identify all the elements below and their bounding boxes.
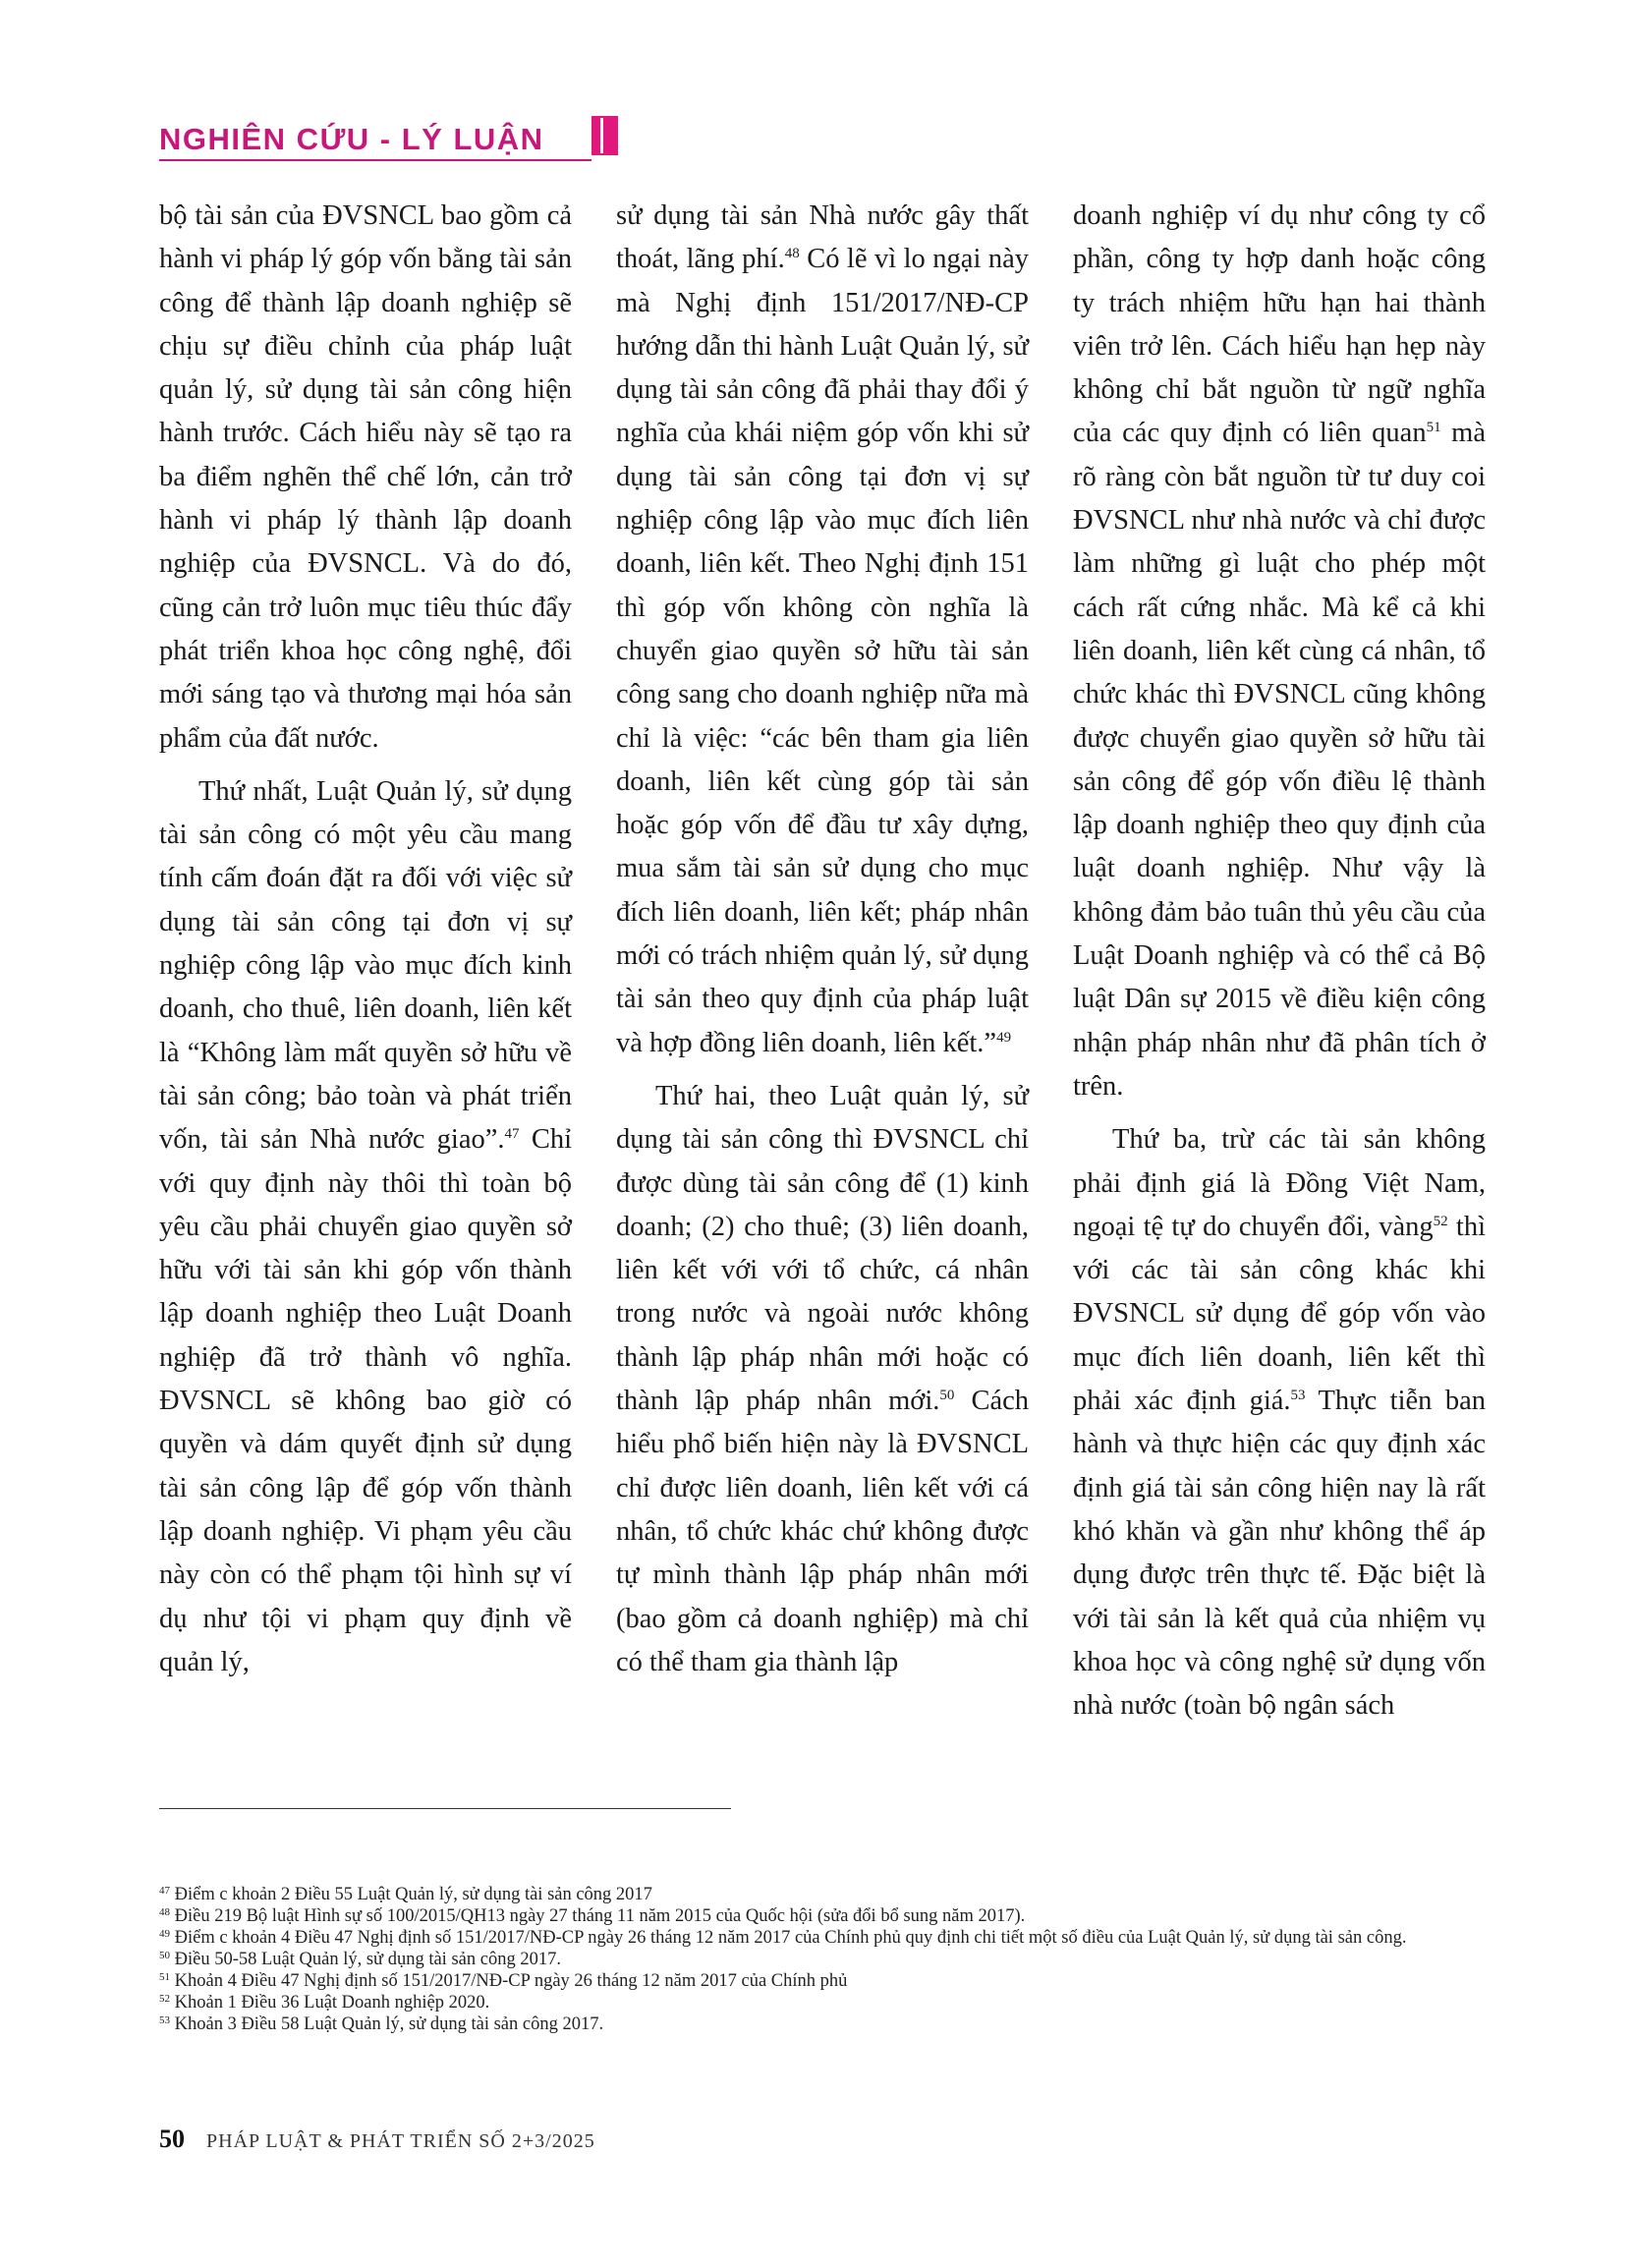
footnote-number: 48 <box>159 1906 170 1918</box>
footnote-text: Điều 50-58 Luật Quản lý, sử dụng tài sản công 2017. <box>174 1950 561 1969</box>
section-title: NGHIÊN CỨU - LÝ LUẬN <box>159 122 544 156</box>
footnote <box>159 2013 1486 2035</box>
paragraph-text: Thứ ba, trừ các tài sản không phải định giá là Đồng Việt Nam, ngoại tệ tự do chuyển đổi, vàng <box>1073 1124 1486 1242</box>
footnote <box>159 1905 1486 1927</box>
paragraph-text: Cách hiểu phổ biến hiện này là ĐVSNCL chỉ được liên doanh, liên kết với cá nhân, tổ chức khác chứ không được tự mình thành lập pháp nhân mới (bao gồm cả doanh nghiệp) mà chỉ có thể tham gia thành lập <box>616 1386 1030 1677</box>
footnote-text: Khoản 4 Điều 47 Nghị định số 151/2017/NĐ-CP ngày 26 tháng 12 năm 2017 của Chính phủ <box>174 1971 848 1991</box>
paragraph <box>1073 1118 1486 1728</box>
text-column-1 <box>159 195 572 1694</box>
footnote-text: Điều 219 Bộ luật Hình sự số 100/2015/QH13 ngày 27 tháng 11 năm 2015 của Quốc hội (sửa đổi bổ sung năm 2017). <box>174 1906 1026 1926</box>
paragraph-text: Thứ hai, theo Luật quản lý, sử dụng tài sản công thì ĐVSNCL chỉ được dùng tài sản công để (1) kinh doanh; (2) cho thuê; (3) liên doanh, liên kết với với tổ chức, cá nhân trong nước và ngoài nước không thành lập pháp nhân mới hoặc có thành lập pháp nhân mới. <box>616 1080 1029 1417</box>
page-number: 50 <box>159 2125 185 2153</box>
footnote <box>159 1949 1486 1970</box>
footnote-ref: 47 <box>504 1126 520 1143</box>
paragraph-text: thì với các tài sản công khác khi ĐVSNCL sử dụng để góp vốn vào mục đích liên doanh, liên kết thì phải xác định giá. <box>1073 1211 1486 1417</box>
footnote-number: 52 <box>159 1993 170 2005</box>
footnote-text: Điểm c khoản 4 Điều 47 Nghị định số 151/2017/NĐ-CP ngày 26 tháng 12 năm 2017 của Chính phủ quy định chi tiết một số điều của Luật Quản lý, sử dụng tài sản công. <box>174 1928 1407 1948</box>
footnote-number: 47 <box>159 1885 170 1897</box>
footnote-text: Khoản 1 Điều 36 Luật Doanh nghiệp 2020. <box>174 1993 490 2013</box>
footnote-text: Điểm c khoản 2 Điều 55 Luật Quản lý, sử dụng tài sản công 2017 <box>174 1885 652 1904</box>
journal-title: PHÁP LUẬT & PHÁT TRIỂN SỐ 2+3/2025 <box>206 2130 595 2152</box>
paragraph-text: mà rõ ràng còn bắt nguồn từ tư duy coi ĐVSNCL như nhà nước và chỉ được làm những gì luật cho phép một cách rất cứng nhắc. Mà kể cả khi liên doanh, liên kết cùng cá nhân, tổ chức khác thì ĐVSNCL cũng không được chuyển giao quyền sở hữu tài sản công để góp vốn điều lệ thành lập doanh nghiệp theo quy định của luật doanh nghiệp. Như vậy là không đảm bảo tuân thủ yêu cầu của Luật Doanh nghiệp và có thể cả Bộ luật Dân sự 2015 về điều kiện công nhận pháp nhân như đã phân tích ở trên. <box>1073 418 1486 1102</box>
paragraph-text: sử dụng tài sản Nhà nước gây thất thoát, lãng phí. <box>616 200 1029 275</box>
footnote-ref: 51 <box>1426 420 1441 436</box>
header-accent-bar <box>600 118 603 153</box>
paragraph <box>616 1075 1029 1684</box>
footnote-number: 50 <box>159 1950 170 1961</box>
text-column-2 <box>616 195 1029 1694</box>
footnote-ref: 49 <box>996 1029 1012 1046</box>
footnote <box>159 1970 1486 1992</box>
paragraph-text: doanh nghiệp ví dụ như công ty cổ phần, công ty hợp danh hoặc công ty trách nhiệm hữu hạn hai thành viên trở lên. Cách hiểu hạn hẹp này không chỉ bắt nguồn từ ngữ nghĩa của các quy định có liên quan <box>1073 200 1486 449</box>
header-rule <box>159 159 591 161</box>
footnote <box>159 1927 1486 1949</box>
footnote-text: Khoản 3 Điều 58 Luật Quản lý, sử dụng tài sản công 2017. <box>174 2014 604 2034</box>
footnote-number: 49 <box>159 1928 170 1940</box>
paragraph <box>159 770 572 1684</box>
header-accent-block <box>591 116 618 155</box>
paragraph-text: Thứ nhất, Luật Quản lý, sử dụng tài sản công có một yêu cầu mang tính cấm đoán đặt ra đối với việc sử dụng tài sản công tại đơn vị sự nghiệp công lập vào mục đích kinh doanh, cho thuê, liên doanh, liên kết là “Không làm mất quyền sở hữu về tài sản công; bảo toàn và phát triển vốn, tài sản Nhà nước giao”. <box>159 775 572 1156</box>
footnotes <box>159 1884 1486 2035</box>
footnote-number: 51 <box>159 1971 170 1983</box>
footnote <box>159 1992 1486 2013</box>
footnote-ref: 48 <box>784 246 800 262</box>
footnote-ref: 50 <box>939 1388 955 1404</box>
page-footer <box>159 2125 595 2154</box>
footnote-ref: 52 <box>1433 1213 1448 1229</box>
section-header <box>159 116 1476 165</box>
footnote-separator <box>159 1808 731 1809</box>
paragraph <box>616 195 1029 1065</box>
footnote-number: 53 <box>159 2014 170 2026</box>
footnote <box>159 1884 1486 1905</box>
paragraph-text: Thực tiễn ban hành và thực hiện các quy định xác định giá tài sản công hiện nay là rất khó khăn và gần như không thể áp dụng được trên thực tế. Đặc biệt là với tài sản là kết quả của nhiệm vụ khoa học và công nghệ sử dụng vốn nhà nước (toàn bộ ngân sách <box>1073 1386 1486 1722</box>
text-column-3 <box>1073 195 1486 1737</box>
paragraph <box>1073 195 1486 1108</box>
paragraph <box>159 195 572 761</box>
paragraph-text: bộ tài sản của ĐVSNCL bao gồm cả hành vi pháp lý góp vốn bằng tài sản công để thành lập doanh nghiệp sẽ chịu sự điều chỉnh của pháp luật quản lý, sử dụng tài sản công hiện hành trước. Cách hiểu này sẽ tạo ra ba điểm nghẽn thể chế lớn, cản trở hành vi pháp lý thành lập doanh nghiệp của ĐVSNCL. Và do đó, cũng cản trở luôn mục tiêu thúc đẩy phát triển khoa học công nghệ, đổi mới sáng tạo và thương mại hóa sản phẩm của đất nước. <box>159 200 572 754</box>
paragraph-text: Có lẽ vì lo ngại này mà Nghị định 151/2017/NĐ-CP hướng dẫn thi hành Luật Quản lý, sử dụng tài sản công đã phải thay đổi ý nghĩa của khái niệm góp vốn khi sử dụng tài sản công tại đơn vị sự nghiệp công lập vào mục đích liên doanh, liên kết. Theo Nghị định 151 thì góp vốn không còn nghĩa là chuyển giao quyền sở hữu tài sản công sang cho doanh nghiệp nữa mà chỉ là việc: “các bên tham gia liên doanh, liên kết cùng góp tài sản hoặc góp vốn để đầu tư xây dựng, mua sắm tài sản sử dụng cho mục đích liên doanh, liên kết; pháp nhân mới có trách nhiệm quản lý, sử dụng tài sản theo quy định của pháp luật và hợp đồng liên doanh, liên kết.” <box>616 244 1029 1058</box>
footnote-ref: 53 <box>1290 1388 1306 1404</box>
paragraph-text: Chỉ với quy định này thôi thì toàn bộ yêu cầu phải chuyển giao quyền sở hữu với tài sản khi góp vốn thành lập doanh nghiệp theo Luật Doanh nghiệp đã trở thành vô nghĩa. ĐVSNCL sẽ không bao giờ có quyền và dám quyết định sử dụng tài sản công lập để góp vốn thành lập doanh nghiệp. Vi phạm yêu cầu này còn có thể phạm tội hình sự ví dụ như tội vi phạm quy định về quản lý, <box>159 1124 572 1677</box>
